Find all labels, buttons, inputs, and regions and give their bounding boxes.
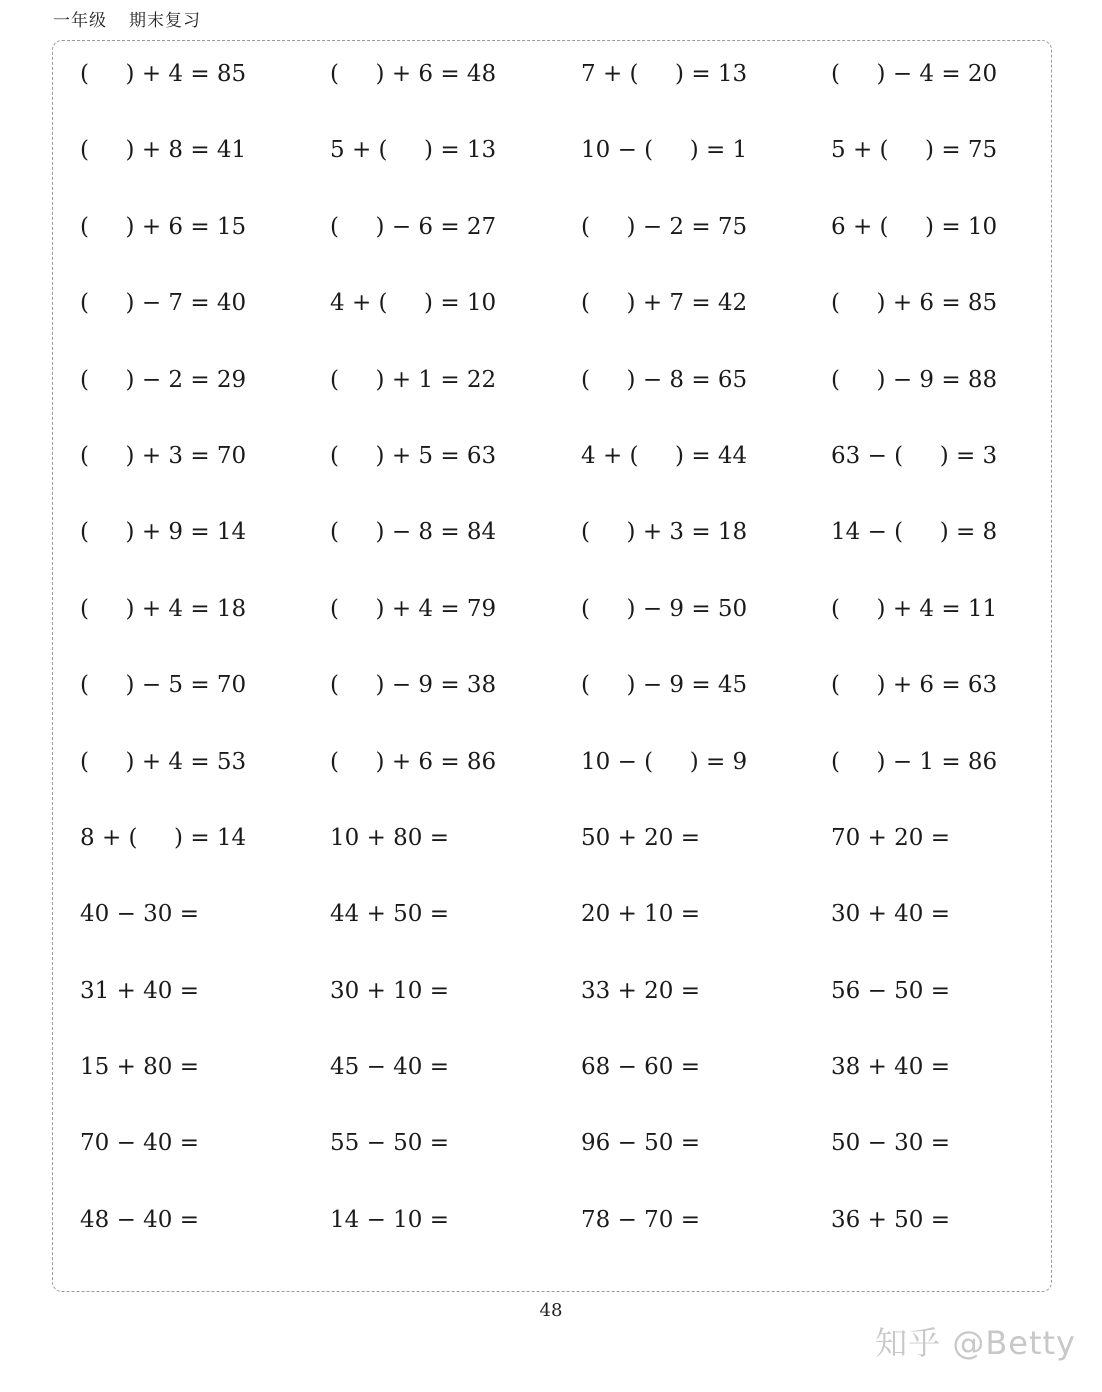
math-problem: 14 − 10 =	[330, 1206, 450, 1233]
problem-row	[80, 281, 1080, 357]
watermark: 知乎 @Betty	[875, 1324, 1076, 1362]
math-problem: 5 + ( ) = 75	[831, 137, 998, 164]
math-problem: ( ) + 4 = 18	[80, 595, 247, 622]
math-problem: 10 − ( ) = 9	[581, 748, 748, 775]
problem-row	[80, 434, 1080, 510]
problem-grid	[80, 52, 1080, 1274]
math-problem: 68 − 60 =	[581, 1054, 701, 1081]
math-problem: 70 + 20 =	[831, 824, 951, 851]
math-problem: 15 + 80 =	[80, 1054, 200, 1081]
math-problem: ( ) + 4 = 79	[330, 595, 497, 622]
math-problem: 33 + 20 =	[581, 977, 701, 1004]
math-problem: ( ) − 8 = 84	[330, 519, 497, 546]
math-problem: 10 − ( ) = 1	[581, 137, 748, 164]
math-problem: 5 + ( ) = 13	[330, 137, 497, 164]
problem-row	[80, 740, 1080, 816]
problem-row	[80, 128, 1080, 204]
problem-row	[80, 1121, 1080, 1197]
math-problem: ( ) + 5 = 63	[330, 442, 497, 469]
math-problem: 20 + 10 =	[581, 901, 701, 928]
math-problem: ( ) − 2 = 29	[80, 366, 247, 393]
math-problem: ( ) + 7 = 42	[581, 290, 748, 317]
problem-row	[80, 816, 1080, 892]
math-problem: ( ) + 3 = 70	[80, 442, 247, 469]
math-problem: 55 − 50 =	[330, 1130, 450, 1157]
math-problem: 4 + ( ) = 44	[581, 442, 748, 469]
math-problem: ( ) − 4 = 20	[831, 61, 998, 87]
grade-label: 一年级	[53, 11, 107, 31]
page-header	[53, 6, 201, 31]
math-problem: 38 + 40 =	[831, 1054, 951, 1081]
math-problem: 40 − 30 =	[80, 901, 200, 928]
math-problem: ( ) − 9 = 38	[330, 672, 497, 699]
math-problem: 96 − 50 =	[581, 1130, 701, 1157]
problem-row	[80, 892, 1080, 968]
math-problem: 8 + ( ) = 14	[80, 824, 247, 851]
math-problem: 7 + ( ) = 13	[581, 61, 748, 87]
problem-row	[80, 1198, 1080, 1274]
math-problem: 6 + ( ) = 10	[831, 213, 998, 240]
math-problem: 63 − ( ) = 3	[831, 442, 998, 469]
math-problem: ( ) + 4 = 85	[80, 61, 247, 87]
math-problem: ( ) + 6 = 86	[330, 748, 497, 775]
page-number: 48	[539, 1300, 563, 1321]
problem-row	[80, 663, 1080, 739]
math-problem: ( ) + 8 = 41	[80, 137, 247, 164]
math-problem: ( ) − 9 = 50	[581, 595, 748, 622]
math-problem: 70 − 40 =	[80, 1130, 200, 1157]
math-problem: ( ) + 4 = 11	[831, 595, 998, 622]
math-problem: 30 + 10 =	[330, 977, 450, 1004]
math-problem: ( ) + 6 = 48	[330, 61, 497, 87]
math-problem: ( ) − 2 = 75	[581, 213, 748, 240]
math-problem: ( ) − 5 = 70	[80, 672, 247, 699]
review-label: 期末复习	[129, 11, 201, 31]
problem-row	[80, 52, 1080, 128]
math-problem: 36 + 50 =	[831, 1206, 951, 1233]
problem-row	[80, 969, 1080, 1045]
math-problem: 56 − 50 =	[831, 977, 951, 1004]
math-problem: ( ) − 1 = 86	[831, 748, 998, 775]
math-problem: 10 + 80 =	[330, 824, 450, 851]
math-problem: 31 + 40 =	[80, 977, 200, 1004]
math-problem: ( ) − 9 = 88	[831, 366, 998, 393]
problem-row	[80, 587, 1080, 663]
math-problem: ( ) + 6 = 15	[80, 213, 247, 240]
math-problem: ( ) − 7 = 40	[80, 290, 247, 317]
math-problem: ( ) + 9 = 14	[80, 519, 247, 546]
problem-row	[80, 1045, 1080, 1121]
problem-row	[80, 510, 1080, 586]
math-problem: ( ) + 6 = 63	[831, 672, 998, 699]
problem-row	[80, 358, 1080, 434]
math-problem: 45 − 40 =	[330, 1054, 450, 1081]
math-problem: 50 + 20 =	[581, 824, 701, 851]
math-problem: ( ) + 4 = 53	[80, 748, 247, 775]
math-problem: 48 − 40 =	[80, 1206, 200, 1233]
math-problem: 78 − 70 =	[581, 1206, 701, 1233]
math-problem: ( ) + 1 = 22	[330, 366, 497, 393]
math-problem: 30 + 40 =	[831, 901, 951, 928]
math-problem: 44 + 50 =	[330, 901, 450, 928]
math-problem: ( ) − 9 = 45	[581, 672, 748, 699]
math-problem: 50 − 30 =	[831, 1130, 951, 1157]
math-problem: 14 − ( ) = 8	[831, 519, 998, 546]
math-problem: 4 + ( ) = 10	[330, 290, 497, 317]
math-problem: ( ) + 6 = 85	[831, 290, 998, 317]
math-problem: ( ) − 6 = 27	[330, 213, 497, 240]
math-problem: ( ) − 8 = 65	[581, 366, 748, 393]
math-problem: ( ) + 3 = 18	[581, 519, 748, 546]
problem-row	[80, 205, 1080, 281]
